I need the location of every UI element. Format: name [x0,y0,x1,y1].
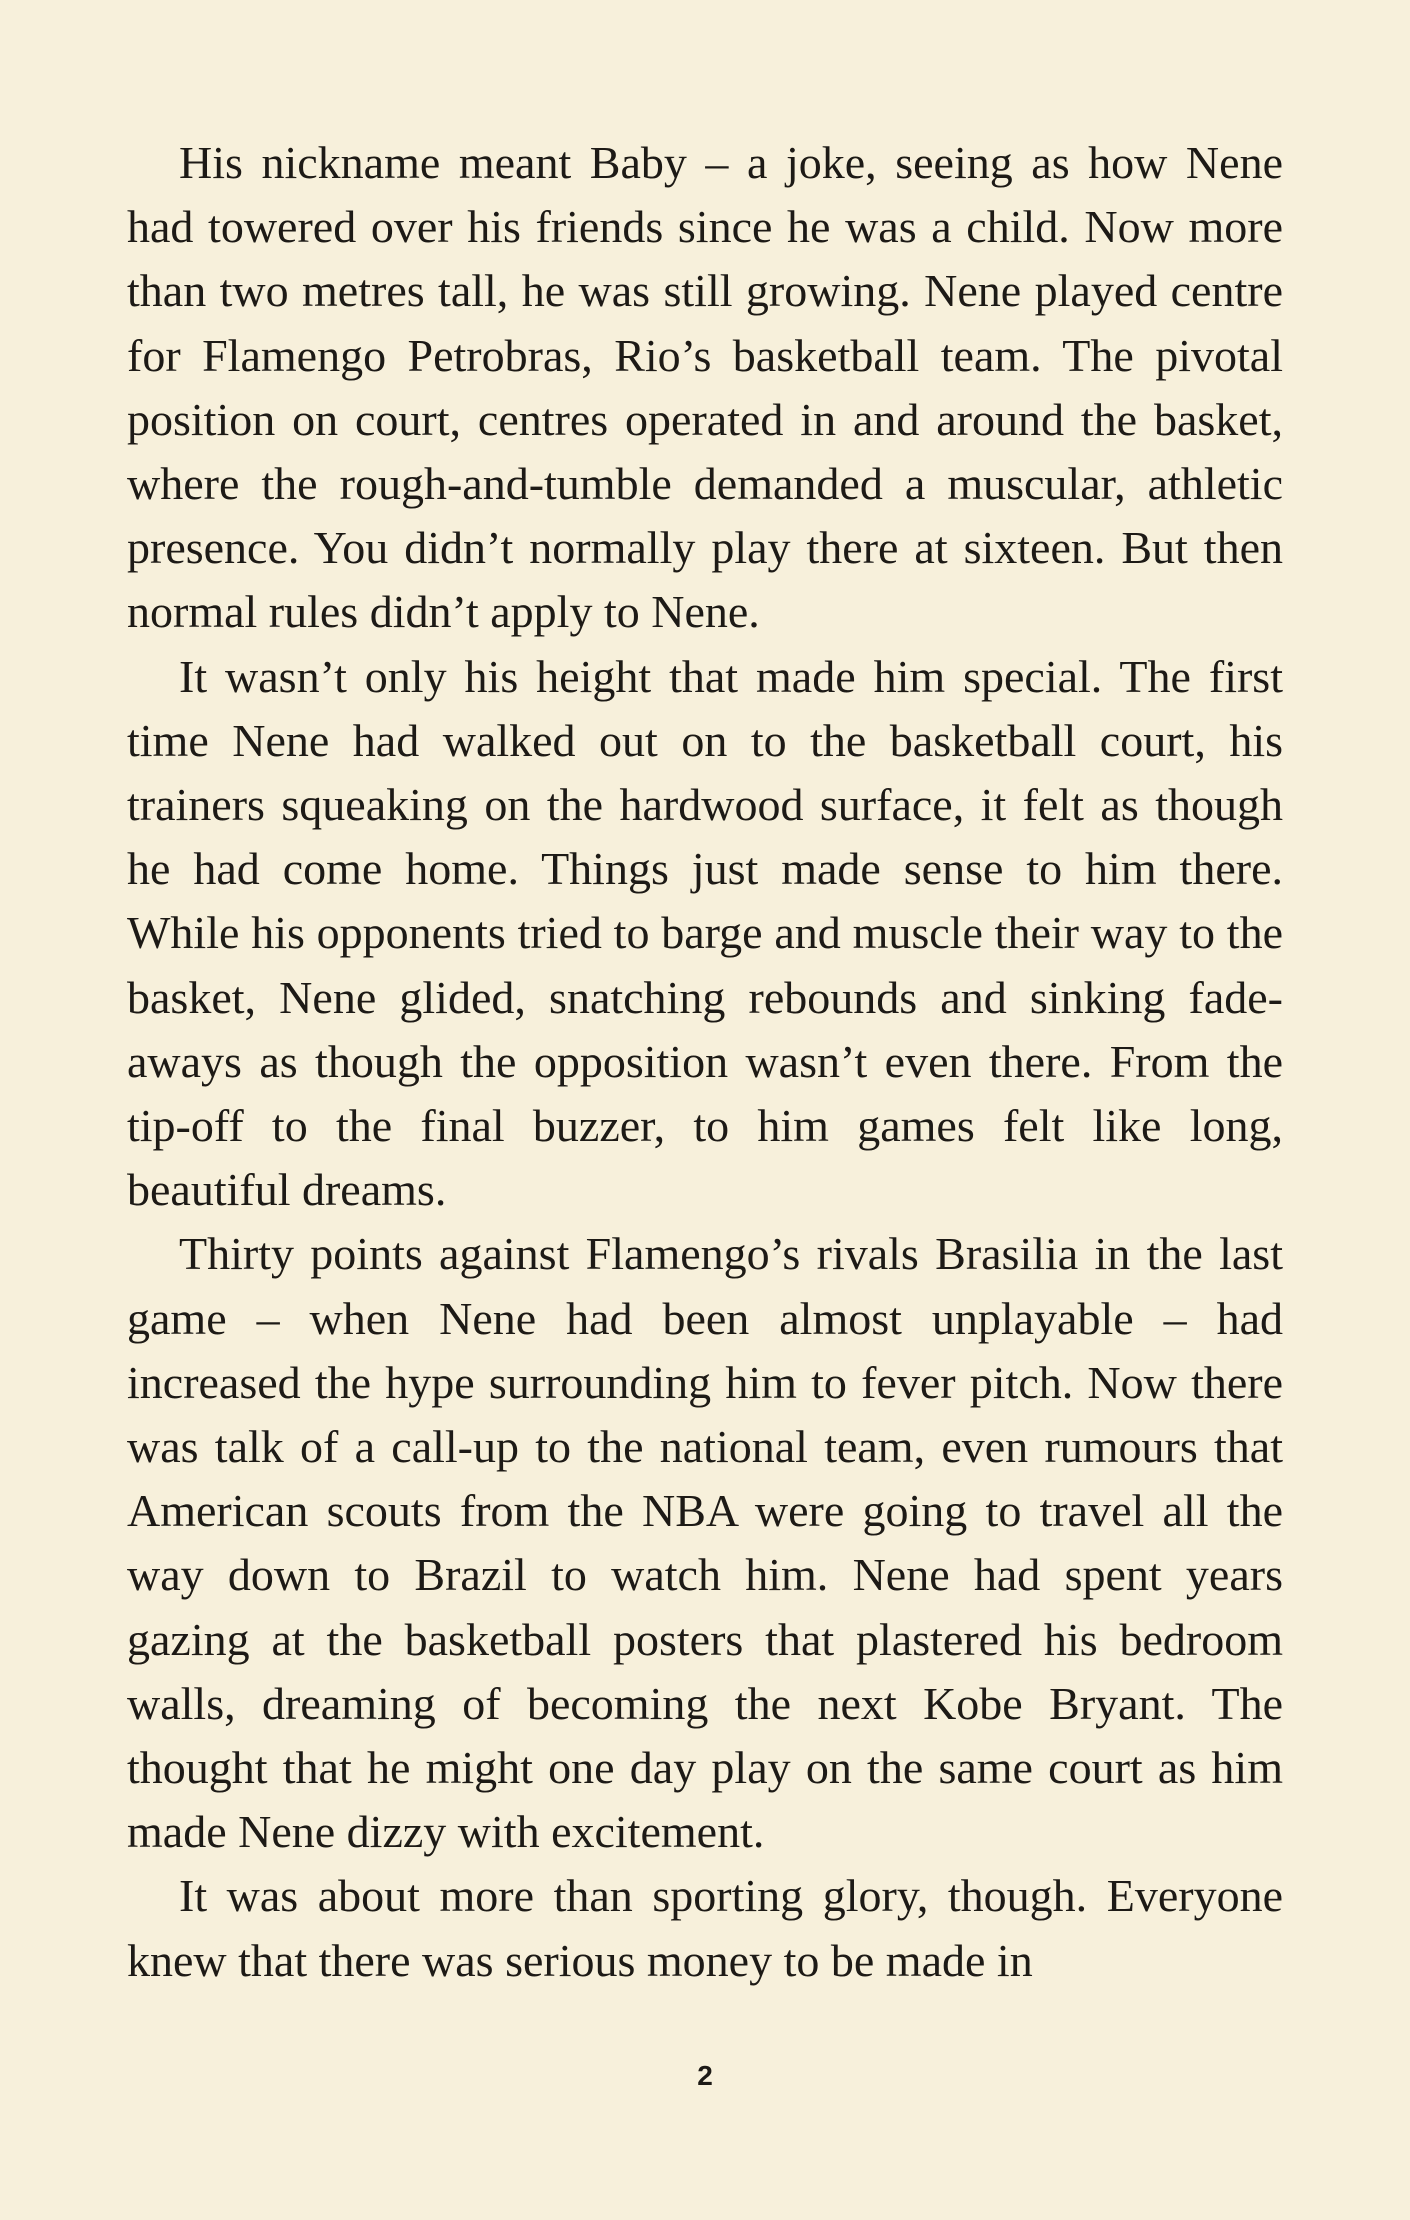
paragraph-1: His nickname meant Baby – a joke, seeing as how Nene had towered over his friends since he was a child. Now more than two metres tall, he was still growing. Nene played centre for Flamengo Petrobras, Rio’s basketball team. The pivotal position on court, centres operated in and around the basket, where the rough-and-tumble demanded a muscular, athletic presence. You didn’t normally play there at sixteen. But then normal rules didn’t apply to Nene. [127,137,1283,638]
body-text [127,131,1283,1993]
page-number: 2 [697,2060,713,2091]
paragraph-2: It wasn’t only his height that made him special. The first time Nene had walked out on to the basketball court, his trainers squeaking on the hardwood surface, it felt as though he had come home. Things just made sense to him there. While his opponents tried to barge and muscle their way to the basket, Nene glided, snatching rebounds and sinking fade-aways as though the opposition wasn’t even there. From the tip-off to the final buzzer, to him games felt like long, beautiful dreams. [127,650,1283,1216]
paragraph-4: It was about more than sporting glory, though. Everyone knew that there was serious money to be made in [127,1870,1283,1986]
paragraph-3: Thirty points against Flamengo’s rivals Brasilia in the last game – when Nene had been almost unplayable – had increased the hype surrounding him to fever pitch. Now there was talk of a call-up to the national team, even rumours that American scouts from the NBA were going to travel all the way down to Brazil to watch him. Nene had spent years gazing at the basketball posters that plastered his bedroom walls, dreaming of becoming the next Kobe Bryant. The thought that he might one day play on the same court as him made Nene dizzy with excitement. [127,1228,1283,1858]
